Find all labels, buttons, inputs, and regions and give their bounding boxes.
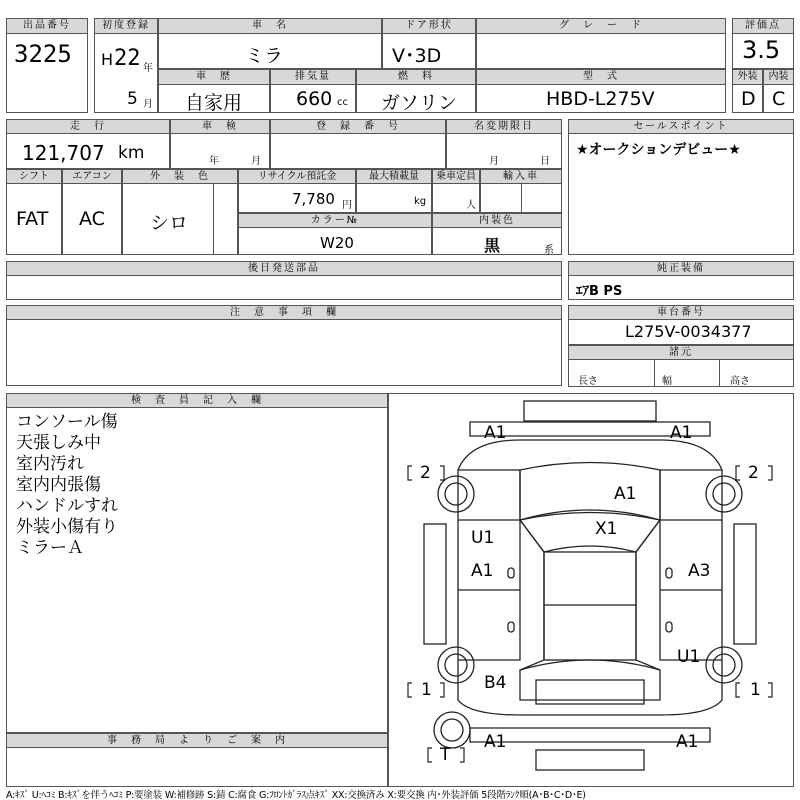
mark-right-rear: U1 <box>677 647 701 667</box>
tire-spare <box>434 712 470 748</box>
chassis-no: L275V-0034377 <box>625 322 752 341</box>
shift-label: シフト <box>6 169 62 184</box>
model-type: HBD-L275V <box>546 88 655 110</box>
first-reg-month: 5 <box>127 89 138 109</box>
import-cell-b <box>521 183 562 213</box>
name-change-day-unit: 日 <box>540 156 550 167</box>
displacement: 660 <box>296 88 333 110</box>
import-label: 輸入車 <box>480 169 562 184</box>
note-line: ミラーＡ <box>16 538 84 558</box>
shift: FAT <box>16 208 49 230</box>
equipment-label: 純正装備 <box>568 261 794 276</box>
mark-spare: T <box>440 745 451 765</box>
interior-grade: C <box>772 88 786 110</box>
mark-left-rear: B4 <box>484 673 507 693</box>
note-line: 室内内張傷 <box>16 475 101 495</box>
door-type: V･3D <box>392 45 442 67</box>
mark-front-right: A1 <box>670 423 693 443</box>
name-change-month-unit: 月 <box>489 156 499 167</box>
first-reg-label: 初度登録 <box>94 18 158 34</box>
note-line: 室内汚れ <box>16 454 84 474</box>
mileage-label: 走 行 <box>6 119 170 134</box>
mark-tire-fl: 2 <box>420 463 431 483</box>
first-reg-month-unit: 月 <box>143 99 153 110</box>
lot-no: 3225 <box>14 40 72 68</box>
int-color-label: 内装色 <box>432 213 562 228</box>
first-reg-year-unit: 年 <box>143 63 153 74</box>
inspector-label: 検 査 員 記 入 欄 <box>6 393 388 408</box>
exterior-grade: D <box>741 88 756 110</box>
inspection-label: 車 検 <box>170 119 270 134</box>
color: シロ <box>150 212 189 234</box>
name-change-label: 名変期限日 <box>446 119 562 134</box>
sales-point: ★オークションデビュー★ <box>576 142 741 158</box>
mark-windshield: X1 <box>595 519 618 539</box>
notes-label: 注 意 事 項 欄 <box>6 305 562 320</box>
mileage: 121,707 <box>22 141 105 165</box>
tire-front-right <box>706 476 742 512</box>
grade-label: グ レ ー ド <box>476 18 726 34</box>
note-line: 天張しみ中 <box>16 433 101 453</box>
lot-no-label: 出品番号 <box>6 18 88 34</box>
reg-no-cell <box>270 133 446 169</box>
load-unit: kg <box>414 196 427 207</box>
notes-cell <box>6 319 562 386</box>
grade-cell <box>476 33 726 69</box>
int-color-unit: 系 <box>544 245 554 256</box>
reg-no-label: 登 録 番 号 <box>270 119 446 134</box>
mark-front-left: A1 <box>484 423 507 443</box>
specs-width-label: 幅 <box>662 376 672 387</box>
mark-left-rear-door: A1 <box>471 561 494 581</box>
mark-left-front-door: U1 <box>471 528 495 548</box>
later-parts-cell <box>6 275 562 300</box>
inspector-notes <box>16 412 118 559</box>
color-no: W20 <box>320 234 354 252</box>
mark-hood: A1 <box>614 484 637 504</box>
later-parts-label: 後日発送部品 <box>6 261 562 276</box>
note-line: コンソール傷 <box>16 412 118 432</box>
color-subcell <box>213 183 238 255</box>
fuel-label: 燃 料 <box>356 69 476 85</box>
fuel: ガソリン <box>381 92 458 114</box>
office-label: 事 務 局 よ り ご 案 内 <box>6 733 388 748</box>
chassis-label: 車台番号 <box>568 305 794 320</box>
mark-rear-left: A1 <box>484 732 507 752</box>
recycle-fee: 7,780 <box>292 190 335 208</box>
int-color: 黒 <box>484 236 501 255</box>
specs-length-label: 長さ <box>578 376 598 387</box>
sales-point-label: セールスポイント <box>568 119 794 134</box>
score-label: 評価点 <box>732 18 794 34</box>
capacity-label: 乗車定員 <box>432 169 480 184</box>
history-label: 車 歴 <box>158 69 270 85</box>
specs-height-label: 高さ <box>730 376 750 387</box>
mark-tire-rr: 1 <box>750 680 761 700</box>
recycle-label: リサイクル預託金 <box>238 169 356 184</box>
tire-rear-left <box>438 647 474 683</box>
color-no-label: カラー№ <box>238 213 432 228</box>
type-label: 型 式 <box>476 69 726 85</box>
history: 自家用 <box>185 92 243 114</box>
mark-rear-right: A1 <box>676 732 699 752</box>
note-line: ハンドルすれ <box>16 496 118 516</box>
office-cell <box>6 747 388 787</box>
model-name: ミラ <box>245 45 284 67</box>
door-label: ドア形状 <box>382 18 476 34</box>
mark-right-side: A3 <box>688 561 711 581</box>
inspection-month-unit: 月 <box>251 156 261 167</box>
mark-tire-rl: 1 <box>421 680 432 700</box>
ac-label: エアコン <box>62 169 122 184</box>
inspection-year-unit: 年 <box>209 156 219 167</box>
mark-tire-fr: 2 <box>748 463 759 483</box>
equipment: ｴｱB PS <box>576 284 623 299</box>
car-diagram <box>388 393 794 787</box>
first-reg-era: H <box>101 50 114 69</box>
recycle-unit: 円 <box>342 200 352 211</box>
mileage-unit: km <box>118 143 145 163</box>
score: 3.5 <box>742 36 781 64</box>
import-cell-a <box>480 183 522 213</box>
note-line: 外装小傷有り <box>16 517 118 537</box>
tire-rear-right <box>706 647 742 683</box>
first-reg-year: 22 <box>114 46 141 71</box>
color-label: 外 装 色 <box>122 169 238 184</box>
interior-label: 内装 <box>763 69 794 85</box>
legend: A:ｷｽﾞ U:ﾍｺﾐ B:ｷｽﾞを伴うﾍｺﾐ P:要塗装 W:補修跡 S:錆 C:腐食 G:ﾌﾛﾝﾄｶﾞﾗｽ点ｷｽﾞ XX:交換済み X:要交換 内･外装評価 5段階ﾗﾝｸ順(A･B･C･D･E) <box>6 790 586 800</box>
displacement-label: 排気量 <box>270 69 356 85</box>
capacity-unit: 人 <box>466 200 476 211</box>
ac: AC <box>79 208 105 230</box>
tire-front-left <box>438 476 474 512</box>
model-label: 車 名 <box>158 18 382 34</box>
displacement-unit: cc <box>337 97 348 108</box>
load-label: 最大積載量 <box>356 169 432 184</box>
exterior-label: 外装 <box>732 69 763 85</box>
specs-label: 諸元 <box>568 345 794 360</box>
